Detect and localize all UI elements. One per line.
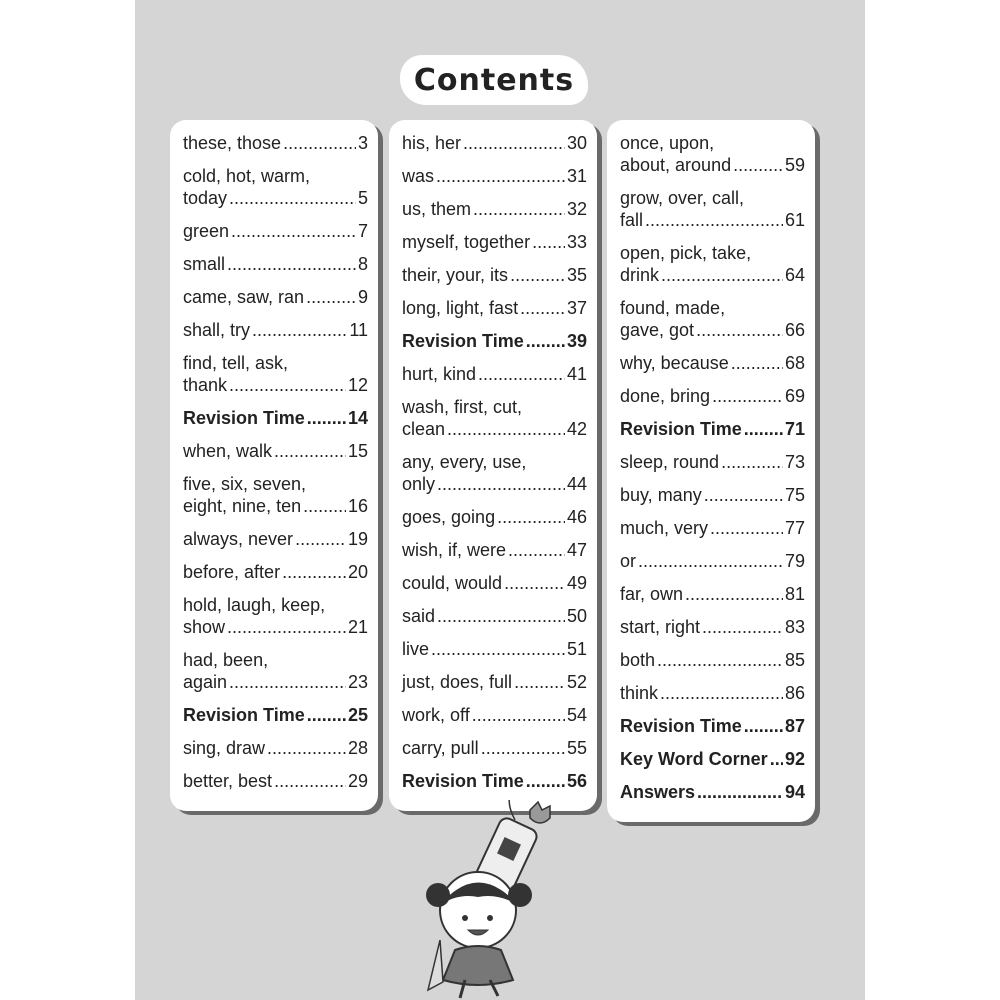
page-number: 44 bbox=[566, 474, 587, 494]
page-number: 50 bbox=[566, 606, 587, 626]
page-number: 25 bbox=[347, 705, 368, 725]
contents-entry[interactable] bbox=[402, 671, 587, 693]
entry-title-line: wash, first, cut, bbox=[402, 397, 523, 417]
page-number: 5 bbox=[357, 188, 368, 208]
dot-leader bbox=[481, 737, 565, 759]
dot-leader bbox=[307, 704, 346, 726]
entry-title: came, saw, ran bbox=[183, 287, 305, 307]
page-number: 56 bbox=[566, 771, 587, 791]
page-number: 59 bbox=[784, 155, 805, 175]
entry-title: shall, try bbox=[183, 320, 251, 340]
contents-entry[interactable] bbox=[183, 220, 368, 242]
dot-leader bbox=[696, 319, 783, 341]
page-number: 11 bbox=[349, 320, 368, 340]
dot-leader bbox=[744, 418, 783, 440]
dot-leader bbox=[437, 473, 565, 495]
dot-leader bbox=[229, 671, 346, 693]
entry-title: Revision Time bbox=[183, 408, 305, 428]
contents-entry[interactable] bbox=[183, 319, 368, 341]
entry-title: think bbox=[620, 683, 659, 703]
dot-leader bbox=[307, 407, 346, 429]
contents-entry[interactable] bbox=[620, 715, 805, 737]
page-number: 71 bbox=[784, 419, 805, 439]
page-number: 64 bbox=[784, 265, 805, 285]
page-number: 49 bbox=[566, 573, 587, 593]
dot-leader bbox=[661, 264, 783, 286]
entry-title: thank bbox=[183, 375, 228, 395]
contents-entry[interactable] bbox=[183, 132, 368, 154]
dot-leader bbox=[229, 374, 346, 396]
entry-title: hurt, kind bbox=[402, 364, 477, 384]
page-number: 37 bbox=[566, 298, 587, 318]
dot-leader bbox=[685, 583, 783, 605]
page-number: 15 bbox=[347, 441, 368, 461]
page-number: 92 bbox=[784, 749, 805, 769]
page-number: 55 bbox=[566, 738, 587, 758]
page-number: 73 bbox=[784, 452, 805, 472]
dot-leader bbox=[478, 363, 565, 385]
dot-leader bbox=[274, 770, 346, 792]
dot-leader bbox=[463, 132, 565, 154]
entry-title: Revision Time bbox=[620, 419, 742, 439]
dot-leader bbox=[514, 671, 565, 693]
entry-title: done, bring bbox=[620, 386, 711, 406]
entry-title: drink bbox=[620, 265, 660, 285]
entry-title: far, own bbox=[620, 584, 684, 604]
title-banner bbox=[400, 55, 588, 105]
entry-title: much, very bbox=[620, 518, 709, 538]
dot-leader bbox=[532, 231, 565, 253]
entry-title-line: once, upon, bbox=[620, 133, 715, 153]
entry-title: when, walk bbox=[183, 441, 273, 461]
page-number: 9 bbox=[357, 287, 368, 307]
entry-title: Revision Time bbox=[183, 705, 305, 725]
contents-column-2 bbox=[389, 120, 597, 811]
page-number: 32 bbox=[566, 199, 587, 219]
page-number: 54 bbox=[566, 705, 587, 725]
dot-leader bbox=[770, 748, 783, 770]
contents-entry[interactable] bbox=[620, 385, 805, 407]
page-number: 41 bbox=[566, 364, 587, 384]
entry-title: show bbox=[183, 617, 226, 637]
entry-title: just, does, full bbox=[402, 672, 513, 692]
page-number: 23 bbox=[347, 672, 368, 692]
contents-entry[interactable] bbox=[183, 528, 368, 550]
entry-title: small bbox=[183, 254, 226, 274]
entry-title-line: hold, laugh, keep, bbox=[183, 595, 326, 615]
page-number: 52 bbox=[566, 672, 587, 692]
contents-entry[interactable] bbox=[620, 616, 805, 638]
dot-leader bbox=[508, 539, 565, 561]
contents-entry[interactable] bbox=[402, 451, 587, 495]
entry-title: fall bbox=[620, 210, 644, 230]
contents-column-1 bbox=[170, 120, 378, 811]
page-number: 3 bbox=[357, 133, 368, 153]
entry-title-line: open, pick, take, bbox=[620, 243, 752, 263]
dot-leader bbox=[744, 715, 783, 737]
page-number: 61 bbox=[784, 210, 805, 230]
contents-entry[interactable] bbox=[183, 561, 368, 583]
page-number: 94 bbox=[784, 782, 805, 802]
entry-title-line: find, tell, ask, bbox=[183, 353, 289, 373]
contents-entry[interactable] bbox=[620, 649, 805, 671]
contents-entry[interactable] bbox=[402, 396, 587, 440]
contents-entry[interactable] bbox=[620, 352, 805, 374]
dot-leader bbox=[227, 616, 346, 638]
page-number: 20 bbox=[347, 562, 368, 582]
page-number: 31 bbox=[566, 166, 587, 186]
dot-leader bbox=[526, 770, 565, 792]
page-number: 87 bbox=[784, 716, 805, 736]
entry-title: was bbox=[402, 166, 435, 186]
entry-title: goes, going bbox=[402, 507, 496, 527]
page-number: 86 bbox=[784, 683, 805, 703]
entry-title: Revision Time bbox=[402, 771, 524, 791]
page-number: 19 bbox=[347, 529, 368, 549]
page-number: 30 bbox=[566, 133, 587, 153]
contents-entry[interactable] bbox=[402, 264, 587, 286]
page-number: 51 bbox=[566, 639, 587, 659]
dot-leader bbox=[227, 253, 356, 275]
dot-leader bbox=[231, 220, 356, 242]
entry-title: clean bbox=[402, 419, 446, 439]
page-number: 35 bbox=[566, 265, 587, 285]
entry-title: or bbox=[620, 551, 637, 571]
entry-title-line: had, been, bbox=[183, 650, 269, 670]
contents-entry[interactable] bbox=[402, 638, 587, 660]
contents-entry[interactable] bbox=[620, 781, 805, 803]
page-number: 7 bbox=[357, 221, 368, 241]
contents-entry[interactable] bbox=[183, 440, 368, 462]
page-number: 33 bbox=[566, 232, 587, 252]
contents-entry[interactable] bbox=[620, 517, 805, 539]
page-number: 29 bbox=[347, 771, 368, 791]
dot-leader bbox=[712, 385, 783, 407]
contents-entry[interactable] bbox=[183, 473, 368, 517]
page-number: 16 bbox=[347, 496, 368, 516]
entry-title: live bbox=[402, 639, 430, 659]
dot-leader bbox=[638, 550, 783, 572]
contents-entry[interactable] bbox=[183, 407, 368, 429]
entry-title: these, those bbox=[183, 133, 282, 153]
dot-leader bbox=[303, 495, 346, 517]
page-number: 46 bbox=[566, 507, 587, 527]
contents-entry[interactable] bbox=[402, 363, 587, 385]
entry-title-line: grow, over, call, bbox=[620, 188, 745, 208]
contents-entry[interactable] bbox=[183, 737, 368, 759]
entry-title: us, them bbox=[402, 199, 472, 219]
page-number: 21 bbox=[347, 617, 368, 637]
contents-entry[interactable] bbox=[402, 132, 587, 154]
dot-leader bbox=[660, 682, 783, 704]
page-number: 79 bbox=[784, 551, 805, 571]
entry-title: why, because bbox=[620, 353, 729, 373]
entry-title: before, after bbox=[183, 562, 281, 582]
contents-entry[interactable] bbox=[402, 198, 587, 220]
entry-title-line: any, every, use, bbox=[402, 452, 527, 472]
contents-entry[interactable] bbox=[402, 539, 587, 561]
entry-title: myself, together bbox=[402, 232, 531, 252]
dot-leader bbox=[702, 616, 783, 638]
entry-title: eight, nine, ten bbox=[183, 496, 302, 516]
contents-entry[interactable] bbox=[620, 451, 805, 473]
dot-leader bbox=[447, 418, 565, 440]
page-number: 85 bbox=[784, 650, 805, 670]
page-number: 14 bbox=[347, 408, 368, 428]
entry-title: sing, draw bbox=[183, 738, 266, 758]
entry-title: buy, many bbox=[620, 485, 702, 505]
entry-title-line: cold, hot, warm, bbox=[183, 166, 311, 186]
contents-entry[interactable] bbox=[402, 770, 587, 792]
entry-title: gave, got bbox=[620, 320, 695, 340]
dot-leader bbox=[274, 440, 346, 462]
contents-entry[interactable] bbox=[620, 242, 805, 286]
dot-leader bbox=[731, 352, 783, 374]
contents-entry[interactable] bbox=[183, 770, 368, 792]
entry-title: Revision Time bbox=[620, 716, 742, 736]
entry-title: work, off bbox=[402, 705, 470, 725]
entry-title: better, best bbox=[183, 771, 273, 791]
dot-leader bbox=[252, 319, 347, 341]
contents-entry[interactable] bbox=[402, 297, 587, 319]
dot-leader bbox=[472, 704, 565, 726]
entry-title: his, her bbox=[402, 133, 462, 153]
dot-leader bbox=[497, 506, 565, 528]
dot-leader bbox=[295, 528, 346, 550]
entry-title: their, your, its bbox=[402, 265, 509, 285]
dot-leader bbox=[437, 605, 565, 627]
dot-leader bbox=[710, 517, 783, 539]
dot-leader bbox=[510, 264, 565, 286]
dot-leader bbox=[473, 198, 565, 220]
page-number: 68 bbox=[784, 353, 805, 373]
dot-leader bbox=[697, 781, 783, 803]
entry-title: green bbox=[183, 221, 230, 241]
dot-leader bbox=[431, 638, 565, 660]
contents-entry[interactable] bbox=[183, 253, 368, 275]
entry-title: only bbox=[402, 474, 436, 494]
entry-title: today bbox=[183, 188, 228, 208]
page-number: 81 bbox=[784, 584, 805, 604]
page-number: 42 bbox=[566, 419, 587, 439]
contents-entry[interactable] bbox=[402, 165, 587, 187]
contents-entry[interactable] bbox=[402, 572, 587, 594]
contents-entry[interactable] bbox=[183, 286, 368, 308]
entry-title-line: found, made, bbox=[620, 298, 726, 318]
dot-leader bbox=[436, 165, 565, 187]
entry-title: Answers bbox=[620, 782, 696, 802]
entry-title: both bbox=[620, 650, 656, 670]
entry-title: long, light, fast bbox=[402, 298, 519, 318]
dot-leader bbox=[520, 297, 565, 319]
contents-entry[interactable] bbox=[620, 297, 805, 341]
contents-entry[interactable] bbox=[620, 484, 805, 506]
entry-title: again bbox=[183, 672, 228, 692]
page-number: 12 bbox=[347, 375, 368, 395]
page-number: 39 bbox=[566, 331, 587, 351]
dot-leader bbox=[645, 209, 783, 231]
contents-entry[interactable] bbox=[183, 594, 368, 638]
entry-title: could, would bbox=[402, 573, 503, 593]
contents-entry[interactable] bbox=[620, 748, 805, 770]
contents-entry[interactable] bbox=[620, 132, 805, 176]
dot-leader bbox=[283, 132, 356, 154]
page-number: 8 bbox=[357, 254, 368, 274]
page-number: 77 bbox=[784, 518, 805, 538]
entry-title: sleep, round bbox=[620, 452, 720, 472]
page-number: 66 bbox=[784, 320, 805, 340]
dot-leader bbox=[306, 286, 356, 308]
contents-entry[interactable] bbox=[620, 187, 805, 231]
entry-title: carry, pull bbox=[402, 738, 479, 758]
entry-title: always, never bbox=[183, 529, 294, 549]
dot-leader bbox=[282, 561, 346, 583]
contents-entry[interactable] bbox=[620, 682, 805, 704]
entry-title: said bbox=[402, 606, 436, 626]
entry-title: Revision Time bbox=[402, 331, 524, 351]
entry-title: Key Word Corner bbox=[620, 749, 768, 769]
page-number: 75 bbox=[784, 485, 805, 505]
contents-entry[interactable] bbox=[402, 330, 587, 352]
dot-leader bbox=[721, 451, 783, 473]
contents-entry[interactable] bbox=[402, 737, 587, 759]
contents-entry[interactable] bbox=[402, 605, 587, 627]
contents-entry[interactable] bbox=[402, 231, 587, 253]
girl-with-pencil-illustration bbox=[420, 800, 570, 1000]
dot-leader bbox=[704, 484, 783, 506]
contents-entry[interactable] bbox=[183, 704, 368, 726]
dot-leader bbox=[504, 572, 565, 594]
dot-leader bbox=[657, 649, 783, 671]
page-title: Contents bbox=[413, 62, 575, 98]
contents-entry[interactable] bbox=[183, 352, 368, 396]
page-number: 69 bbox=[784, 386, 805, 406]
entry-title: about, around bbox=[620, 155, 732, 175]
contents-entry[interactable] bbox=[620, 550, 805, 572]
contents-entry[interactable] bbox=[183, 165, 368, 209]
dot-leader bbox=[229, 187, 356, 209]
page-number: 28 bbox=[347, 738, 368, 758]
contents-entry[interactable] bbox=[402, 506, 587, 528]
entry-title: wish, if, were bbox=[402, 540, 507, 560]
contents-entry[interactable] bbox=[620, 418, 805, 440]
contents-column-3 bbox=[607, 120, 815, 822]
contents-entry[interactable] bbox=[402, 704, 587, 726]
dot-leader bbox=[733, 154, 783, 176]
page-number: 83 bbox=[784, 617, 805, 637]
entry-title: start, right bbox=[620, 617, 701, 637]
contents-entry[interactable] bbox=[620, 583, 805, 605]
dot-leader bbox=[267, 737, 346, 759]
entry-title-line: five, six, seven, bbox=[183, 474, 307, 494]
contents-entry[interactable] bbox=[183, 649, 368, 693]
page-number: 47 bbox=[566, 540, 587, 560]
dot-leader bbox=[526, 330, 565, 352]
